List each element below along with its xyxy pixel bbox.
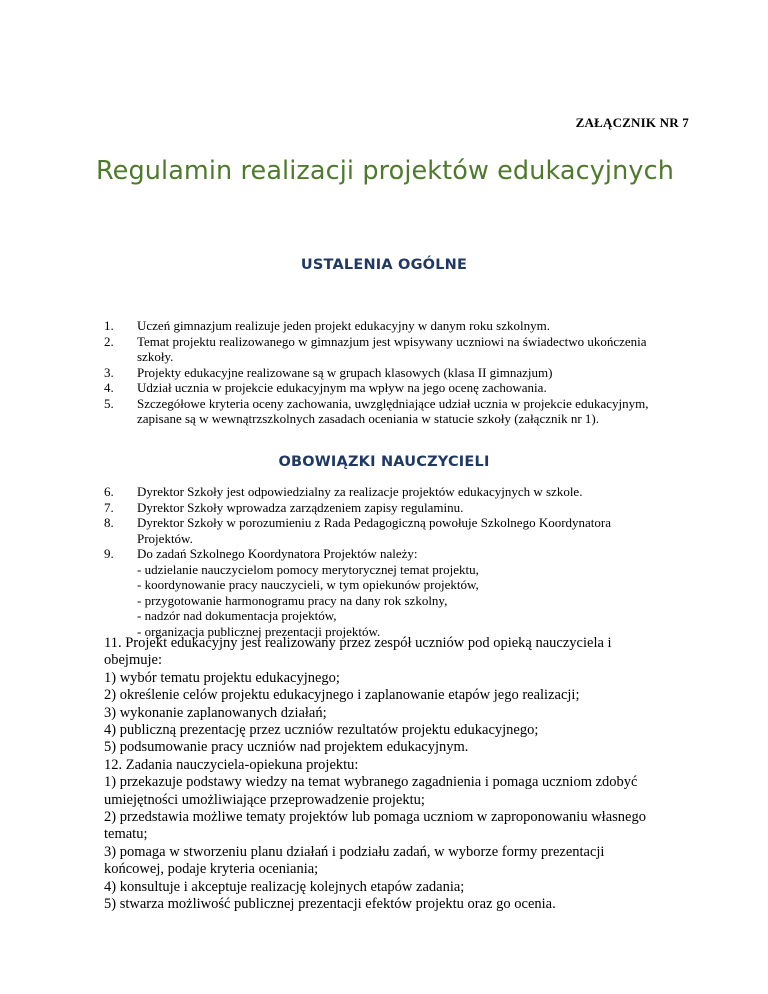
item-text: Dyrektor Szkoły w porozumieniu z Rada Pedagogiczną powołuje Szkolnego Koordynatora Projektów. xyxy=(137,515,612,546)
sub-item: - nadzór nad dokumentacja projektów, xyxy=(137,608,337,623)
item-text: Szczegółowe kryteria oceny zachowania, uwzględniające udział ucznia w projekcie edukacyjnym, zapisane są w wewnątrzszkolnych zasadach oceniania w statucie szkoły (załącznik nr 1). xyxy=(137,395,649,426)
item-number: 5. xyxy=(104,395,114,411)
sub-item: - przygotowanie harmonogramu pracy na dany rok szkolny, xyxy=(137,592,448,608)
item-number: 8. xyxy=(104,515,114,530)
body-paragraph: 4) konsultuje i akceptuje realizację kolejnych etapów zadania; xyxy=(104,878,465,895)
list-item xyxy=(104,546,664,639)
list-item xyxy=(104,380,664,396)
item-text: Uczeń gimnazjum realizuje jeden projekt edukacyjny w danym roku szkolnym. xyxy=(137,318,550,333)
body-paragraph: 5) podsumowanie pracy uczniów nad projektem edukacyjnym. xyxy=(104,739,469,756)
body-paragraph: 2) określenie celów projektu edukacyjnego i zaplanowanie etapów jego realizacji; xyxy=(104,687,580,704)
sub-item: - organizacja publicznej prezentacji projektów. xyxy=(137,623,381,639)
body-paragraph: 12. Zadania nauczyciela-opiekuna projektu: xyxy=(104,756,359,773)
body-paragraph: 5) stwarza możliwość publicznej prezentacji efektów projektu oraz go ocenia. xyxy=(104,896,556,913)
item-text: Do zadań Szkolnego Koordynatora Projektów należy: xyxy=(137,546,418,561)
item-number: 2. xyxy=(104,333,114,349)
sub-item: - udzielanie nauczycielom pomocy merytorycznej temat projektu, xyxy=(137,561,479,577)
item-number: 6. xyxy=(104,484,114,499)
body-paragraph: 3) pomaga w stworzeniu planu działań i podziału zadań, w wyborze formy prezentacji końcowej, podaje kryteria oceniania; xyxy=(104,843,605,878)
list-item xyxy=(104,318,664,334)
item-number: 3. xyxy=(104,364,114,380)
item-number: 4. xyxy=(104,380,114,395)
body-paragraph: 2) przedstawia możliwe tematy projektów lub pomaga uczniom w zaproponowaniu własnego tematu; xyxy=(104,809,646,843)
item-text: Dyrektor Szkoły wprowadza zarządzeniem zapisy regulaminu. xyxy=(137,499,464,515)
document-title: Regulamin realizacji projektów edukacyjnych xyxy=(96,156,674,186)
body-paragraph: 11. Projekt edukacyjny jest realizowany przez zespół uczniów pod opieką nauczyciela i obejmuje: xyxy=(104,635,612,669)
teacher-duties-list xyxy=(104,484,664,639)
item-text: Projekty edukacyjne realizowane są w grupach klasowych (klasa II gimnazjum) xyxy=(137,364,553,380)
list-item xyxy=(104,484,664,500)
body-paragraph: 1) wybór tematu projektu edukacyjnego; xyxy=(104,669,340,686)
item-text: Udział ucznia w projekcie edukacyjnym ma wpływ na jego ocenę zachowania. xyxy=(137,380,547,395)
list-item xyxy=(104,515,664,546)
item-number: 9. xyxy=(104,546,114,561)
sub-item: - koordynowanie pracy nauczycieli, w tym opiekunów projektów, xyxy=(137,577,479,592)
section-heading-general: USTALENIA OGÓLNE xyxy=(300,257,468,273)
general-rules-list xyxy=(104,318,664,427)
body-paragraph: 3) wykonanie zaplanowanych działań; xyxy=(104,704,327,721)
list-item xyxy=(104,334,664,365)
section-heading-duties: OBOWIĄZKI NAUCZYCIELI xyxy=(278,454,490,470)
item-text: Dyrektor Szkoły jest odpowiedzialny za realizacje projektów edukacyjnych w szkole. xyxy=(137,484,583,499)
annex-label: ZAŁĄCZNIK NR 7 xyxy=(575,115,689,130)
list-item xyxy=(104,396,664,427)
body-paragraph: 1) przekazuje podstawy wiedzy na temat wybranego zagadnienia i pomaga uczniom zdobyć umiejętności umożliwiające przeprowadzenie projektu; xyxy=(104,774,638,808)
item-number: 7. xyxy=(104,499,114,515)
item-text: Temat projektu realizowanego w gimnazjum jest wpisywany uczniowi na świadectwo ukończenia szkoły. xyxy=(137,333,647,364)
list-item xyxy=(104,365,664,381)
project-rules-body xyxy=(104,635,664,914)
item-number: 1. xyxy=(104,318,114,333)
body-paragraph: 4) publiczną prezentację przez uczniów rezultatów projektu edukacyjnego; xyxy=(104,722,539,739)
list-item xyxy=(104,500,664,516)
